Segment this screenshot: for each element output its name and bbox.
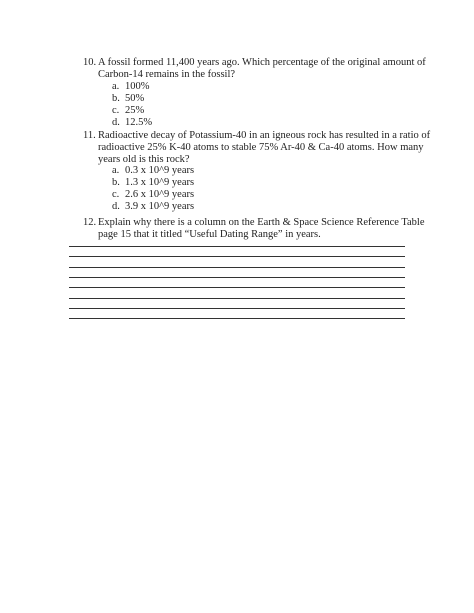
option-text: 25% [125, 105, 145, 116]
option-letter: b. [112, 93, 120, 104]
answer-line[interactable] [69, 287, 405, 288]
question-text-line: years old is this rock? [98, 154, 190, 165]
question-text-line: Carbon-14 remains in the fossil? [98, 69, 236, 80]
option-letter: c. [112, 189, 120, 200]
question-number: 11. [83, 130, 96, 141]
question-text-line: page 15 that it titled “Useful Dating Range” in years. [98, 229, 321, 240]
question-11 [83, 130, 431, 168]
option-text: 100% [125, 81, 150, 92]
answer-line[interactable] [69, 277, 405, 278]
answer-line[interactable] [69, 256, 405, 257]
question-number: 12. [83, 217, 97, 228]
option-letter: d. [112, 117, 120, 128]
option-text: 2.6 x 10^9 years [125, 189, 195, 200]
question-text-line: A fossil formed 11,400 years ago. Which percentage of the original amount of [98, 57, 426, 68]
option-text: 3.9 x 10^9 years [125, 201, 195, 212]
option-letter: a. [112, 165, 120, 176]
question-text-line: Explain why there is a column on the Earth & Space Science Reference Table [98, 217, 425, 228]
option-letter: d. [112, 201, 120, 212]
question-number: 10. [83, 57, 97, 68]
option-letter: c. [112, 105, 120, 116]
option-text: 12.5% [125, 117, 153, 128]
question-text-line: Radioactive decay of Potassium-40 in an igneous rock has resulted in a ratio of [98, 130, 431, 141]
question-10 [83, 57, 426, 83]
option-text: 1.3 x 10^9 years [125, 177, 195, 188]
question-12 [83, 217, 423, 243]
option-text: 0.3 x 10^9 years [125, 165, 195, 176]
option-text: 50% [125, 93, 145, 104]
answer-line[interactable] [69, 246, 405, 247]
question-text-line: radioactive 25% K-40 atoms to stable 75% Ar-40 & Ca-40 atoms. How many [98, 142, 424, 153]
answer-line[interactable] [69, 298, 405, 299]
answer-line[interactable] [69, 318, 405, 319]
option-letter: a. [112, 81, 120, 92]
answer-line[interactable] [69, 308, 405, 309]
answer-line[interactable] [69, 267, 405, 268]
option-letter: b. [112, 177, 120, 188]
